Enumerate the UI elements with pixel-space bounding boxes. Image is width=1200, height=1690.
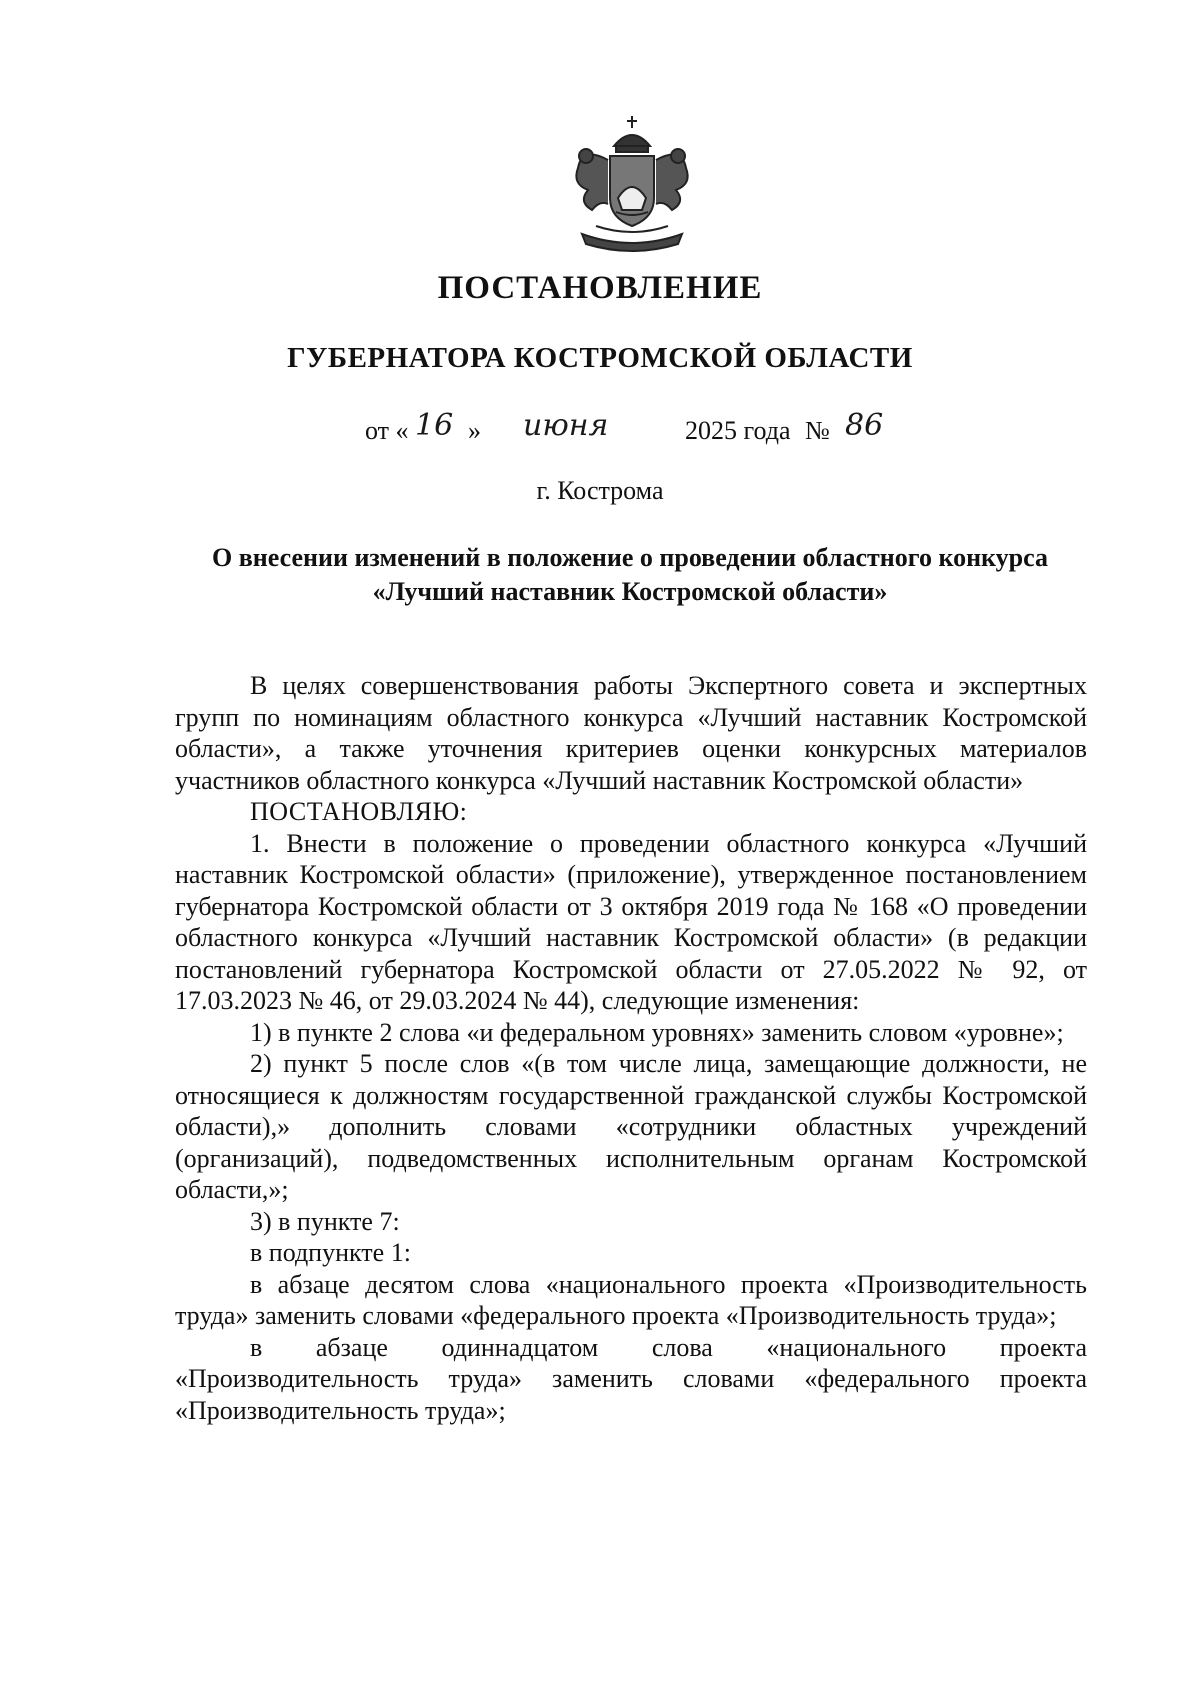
clause-paragraph: в абзаце одиннадцатом слова «национального проекта «Производительность труда» заменить словами «федерального проекта «Производительность труда»; bbox=[175, 1332, 1087, 1425]
document-number: 86 bbox=[845, 408, 884, 443]
clause-paragraph: 1) в пункте 2 слова «и федеральном уровнях» заменить словом «уровне»; bbox=[250, 1017, 1064, 1047]
date-prefix: от « bbox=[365, 416, 409, 445]
heading-line: О внесении изменений в положение о проведении областного конкурса bbox=[212, 543, 1048, 572]
preamble-paragraph: В целях совершенствования работы Экспертного совета и экспертных групп по номинациям областного конкурса «Лучший наставник Костромской области», а также уточнения критериев оценки конкурсных материалов участников областного конкурса «Лучший наставник Костромской области» bbox=[175, 671, 1087, 795]
document-heading bbox=[160, 541, 1100, 609]
date-month: июня bbox=[523, 408, 609, 443]
clause-paragraph: 3) в пункте 7: bbox=[250, 1206, 400, 1236]
heading-line: «Лучший наставник Костромской области» bbox=[372, 577, 888, 606]
number-sign: № bbox=[805, 416, 830, 445]
document-body bbox=[175, 670, 1087, 1426]
date-line bbox=[365, 408, 985, 454]
clause-paragraph: в абзаце десятом слова «национального проекта «Производительность труда» заменить словами «федерального проекта «Производительность труда»; bbox=[175, 1269, 1087, 1330]
coat-of-arms-icon bbox=[552, 106, 712, 266]
city: г. Кострома bbox=[536, 476, 664, 505]
issuer-line: ГУБЕРНАТОРА КОСТРОМСКОЙ ОБЛАСТИ bbox=[287, 342, 913, 374]
decree-word: ПОСТАНОВЛЯЮ: bbox=[250, 797, 468, 826]
date-year: 2025 года bbox=[685, 416, 791, 445]
clause-paragraph: 1. Внести в положение о проведении областного конкурса «Лучший наставник Костромской области» (приложение), утвержденное постановлением губернатора Костромской области от 3 октября 2019 года № 168 «О проведении областного конкурса «Лучший наставник Костромской области» (в редакции постановлений губернатора Костромской области от 27.05.2022 № 92, от 17.03.2023 № 46, от 29.03.2024 № 44), следующие изменения: bbox=[175, 828, 1087, 1015]
date-day: 16 bbox=[415, 408, 454, 443]
clause-paragraph: в подпункте 1: bbox=[250, 1238, 411, 1267]
clause-paragraph: 2) пункт 5 после слов «(в том числе лица, замещающие должности, не относящиеся к должностям государственной гражданской службы Костромской области),» дополнить словами «сотрудники областных учреждений (организаций), подведомственных исполнительным органам Костромской области,»; bbox=[175, 1049, 1087, 1204]
date-close-quote: » bbox=[468, 416, 481, 445]
document-title: ПОСТАНОВЛЕНИЕ bbox=[437, 270, 763, 306]
